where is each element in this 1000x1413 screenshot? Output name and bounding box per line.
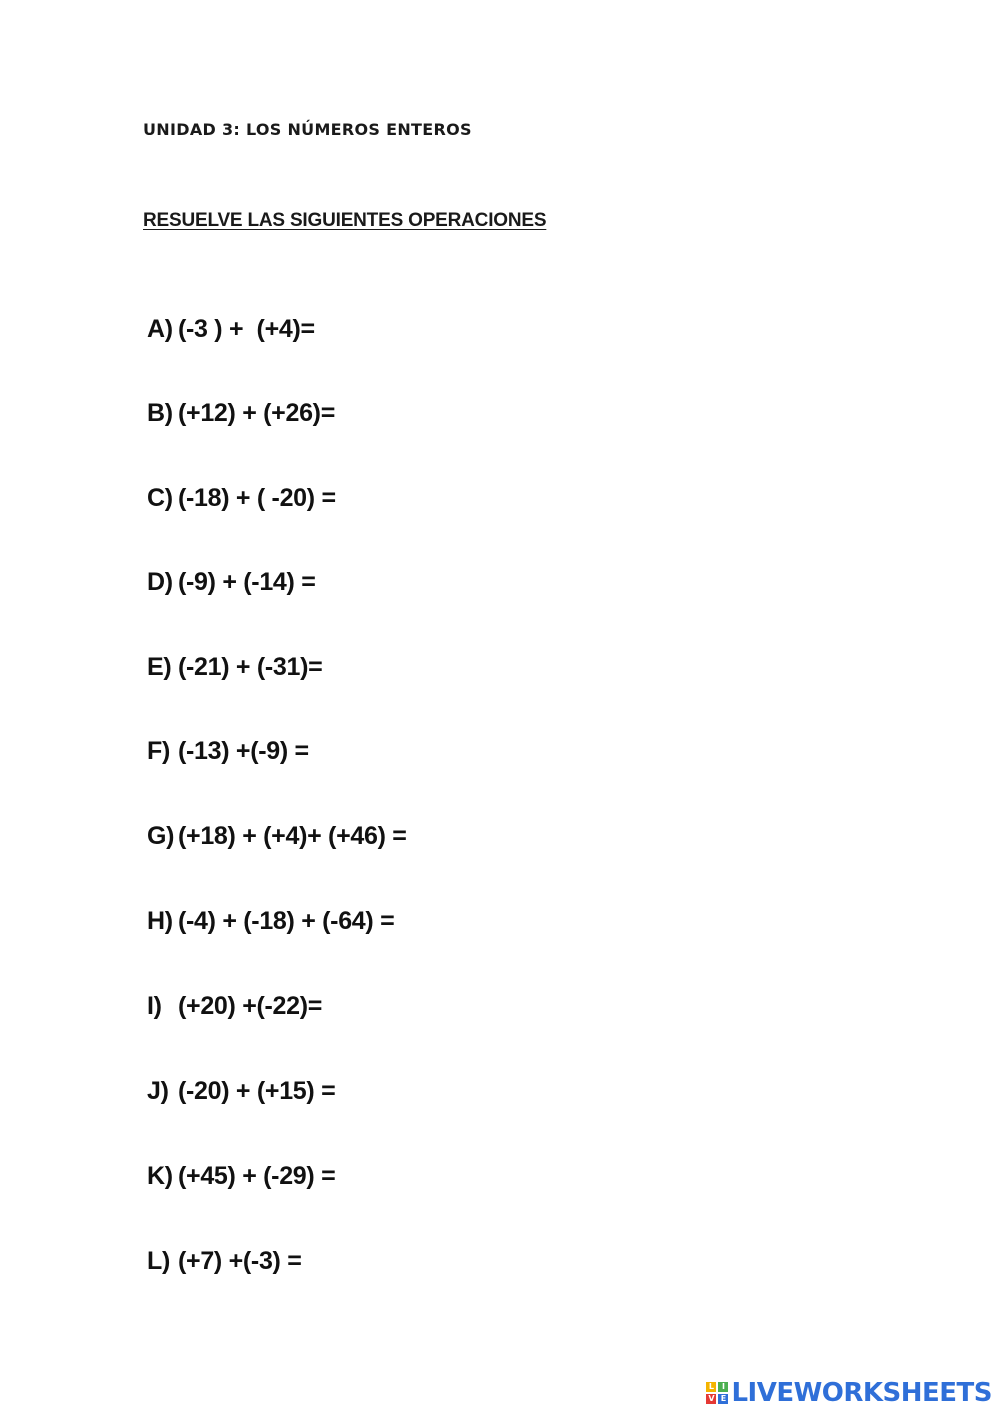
exercise-item — [147, 816, 407, 856]
exercise-letter: I) — [147, 991, 162, 1020]
exercise-letter: L) — [147, 1246, 170, 1275]
exercise-item — [147, 309, 315, 349]
exercise-item — [147, 901, 394, 941]
exercise-item — [147, 562, 316, 602]
exercise-expression: (+45) + (-29) = — [178, 1161, 336, 1190]
exercise-item — [147, 986, 322, 1026]
exercise-item — [147, 1071, 335, 1111]
exercise-item — [147, 1241, 302, 1281]
exercise-expression: (-4) + (-18) + (-64) = — [178, 906, 395, 935]
unit-title: UNIDAD 3: LOS NÚMEROS ENTEROS — [143, 120, 472, 139]
exercise-expression: (-3 ) + (+4)= — [178, 314, 315, 343]
liveworksheets-logo-icon: L I V E — [706, 1382, 728, 1404]
exercise-letter: G) — [147, 821, 175, 850]
exercise-expression: (-20) + (+15) = — [178, 1076, 336, 1105]
exercise-expression: (+20) +(-22)= — [178, 991, 323, 1020]
exercise-expression: (-18) + ( -20) = — [178, 483, 336, 512]
exercise-expression: (+7) +(-3) = — [178, 1246, 302, 1275]
exercise-letter: E) — [147, 652, 172, 681]
exercise-letter: K) — [147, 1161, 173, 1190]
exercise-expression: (-9) + (-14) = — [178, 567, 316, 596]
exercise-expression: (+12) + (+26)= — [178, 398, 336, 427]
exercise-item — [147, 478, 336, 518]
exercise-item — [147, 731, 309, 771]
exercise-letter: F) — [147, 736, 170, 765]
exercise-letter: A) — [147, 314, 173, 343]
exercise-item — [147, 1156, 335, 1196]
exercise-item — [147, 647, 322, 687]
exercise-expression: (+18) + (+4)+ (+46) = — [178, 821, 407, 850]
exercise-letter: B) — [147, 398, 173, 427]
exercise-letter: J) — [147, 1076, 169, 1105]
exercise-expression: (-13) +(-9) = — [178, 736, 309, 765]
exercise-letter: D) — [147, 567, 173, 596]
liveworksheets-watermark — [706, 1375, 992, 1411]
exercise-letter: H) — [147, 906, 173, 935]
exercise-letter: C) — [147, 483, 173, 512]
instructions-heading: RESUELVE LAS SIGUIENTES OPERACIONES — [143, 210, 547, 231]
exercise-expression: (-21) + (-31)= — [178, 652, 323, 681]
exercise-item — [147, 393, 335, 433]
brand-name: LIVEWORKSHEETS — [731, 1378, 992, 1408]
